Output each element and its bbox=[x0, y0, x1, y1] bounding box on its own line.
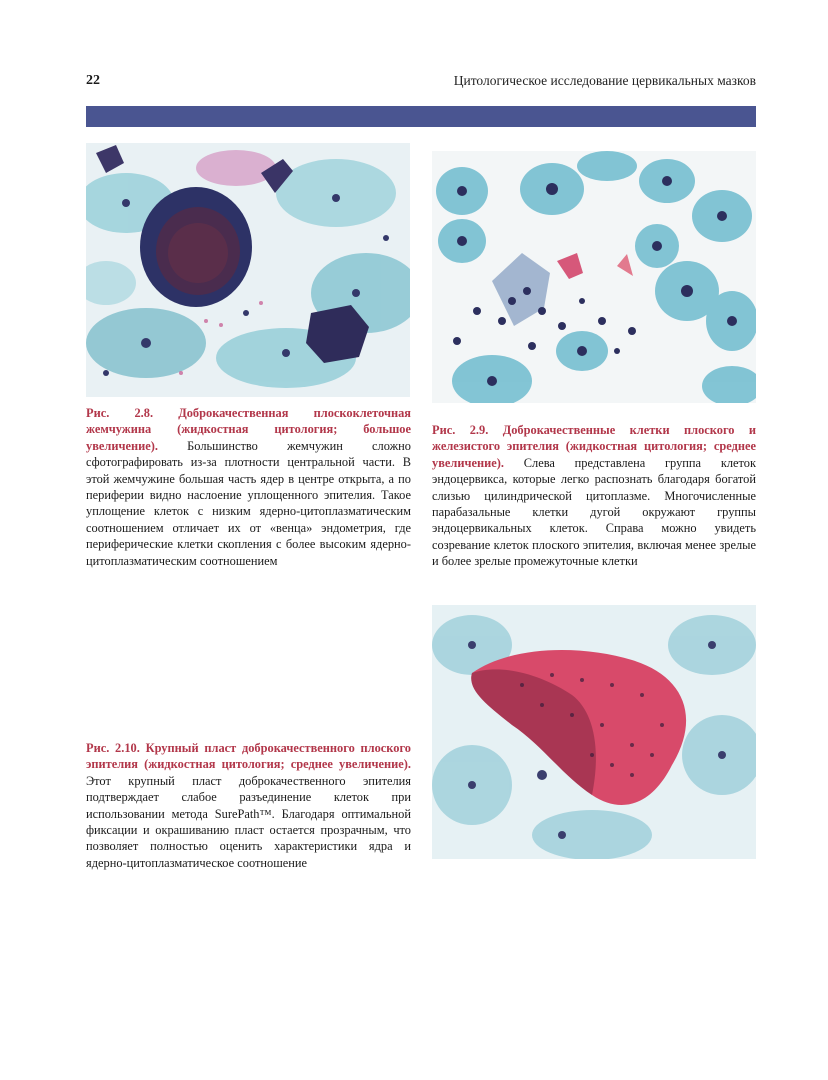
caption-title: Рис. 2.10. Крупный пласт доброкачественного плоского эпителия (жидкостная цитология; среднее увеличение). bbox=[86, 741, 411, 772]
caption-body: Большинство жемчужин сложно сфотографировать из-за плотности центральной части. В этой жемчужине большая часть ядер в центре открыта, а по периферии видно наслоение уплощенного эпителия. Такое уплощение клеток с низким ядерно-цитоплазматическим соотношением отличает их от «венца» эндометрия, где периферические клетки скопления с более высоким ядерно-цитоплазматическим соотношением bbox=[86, 438, 411, 568]
running-title: Цитологическое исследование цервикальных мазков bbox=[453, 73, 756, 88]
caption-figure-2-10 bbox=[86, 740, 411, 871]
caption-title: Рис. 2.8. Доброкачественная плоскоклеточная жемчужина (жидкостная цитология; большое увеличение). bbox=[86, 406, 411, 453]
caption-body: Слева представлена группа клеток эндоцервикса, которые легко распознать благодаря богатой слизью цилиндрической цитоплазме. Многочисленные парабазальные клетки дугой окружают группы эндоцервикальных клеток. Справа можно увидеть созревание клеток плоского эпителия, включая менее зрелые и более зрелые промежуточные клетки bbox=[432, 455, 756, 569]
caption-body: Этот крупный пласт доброкачественного эпителия подтверждает слабое разъединение клеток при использовании метода SurePath™. Благодаря оптимальной фиксации и окрашиванию пласт остается прозрачным, что позволяет полностью оценить характеристики ядра и ядерно-цитоплазматическое соотношение bbox=[86, 773, 411, 870]
caption-figure-2-9 bbox=[432, 422, 756, 570]
caption-title: Рис. 2.9. Доброкачественные клетки плоского и железистого эпителия (жидкостная цитология; среднее увеличение). bbox=[432, 423, 756, 470]
page-number: 22 bbox=[86, 73, 100, 88]
header-bar bbox=[86, 106, 756, 127]
figure-2-10-micrograph bbox=[432, 605, 756, 859]
caption-figure-2-8 bbox=[86, 405, 411, 569]
figure-2-9-micrograph bbox=[432, 151, 756, 403]
figure-2-8-micrograph bbox=[86, 143, 410, 397]
